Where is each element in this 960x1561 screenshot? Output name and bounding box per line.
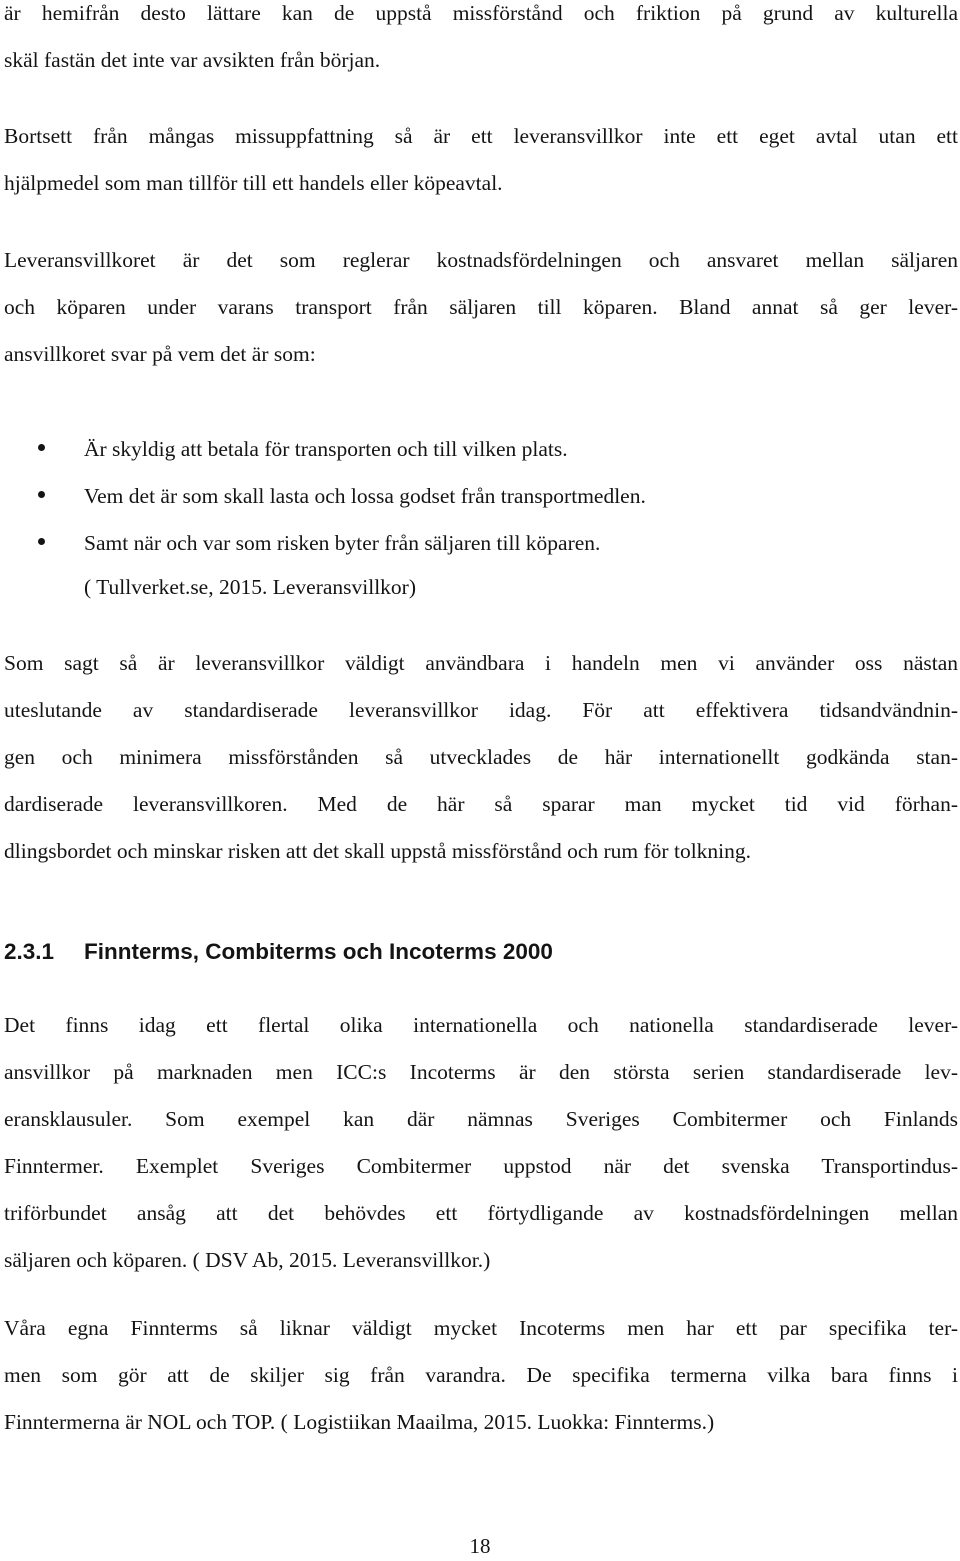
paragraph-line: Finntermer. Exemplet Sveriges Combitermer uppstod när det svenska Transportindus- [4,1154,958,1178]
list-item-text: Samt när och var som risken byter från säljaren till köparen. [84,531,601,555]
paragraph-line: Våra egna Finnterms så liknar väldigt mycket Incoterms men har ett par specifika ter- [4,1316,958,1340]
paragraph-line: dardiserade leveransvillkoren. Med de här så sparar man mycket tid vid förhan- [4,792,958,816]
paragraph [4,113,958,207]
paragraph-line: Bortsett från mångas missuppfattning så är ett leveransvillkor inte ett eget avtal utan ett [4,124,958,148]
paragraph-line: och köparen under varans transport från säljaren till köparen. Bland annat så ger lever- [4,295,958,319]
bullet-icon [38,491,45,498]
bullet-list [0,426,960,567]
paragraph [4,1002,958,1284]
paragraph-line: Som sagt så är leveransvillkor väldigt användbara i handeln men vi använder oss nästan [4,651,958,675]
paragraph-line: säljaren och köparen. ( DSV Ab, 2015. Leveransvillkor.) [4,1248,491,1272]
paragraph-line: hjälpmedel som man tillför till ett handels eller köpeavtal. [4,171,503,195]
paragraph-line: ansvillkor på marknaden men ICC:s Incoterms är den största serien standardiserade lev- [4,1060,958,1084]
page-number: 18 [469,1534,491,1558]
list-item [0,520,960,567]
section-number: 2.3.1 [4,939,55,964]
list-item-text: Är skyldig att betala för transporten och till vilken plats. [84,437,568,461]
paragraph-line: Det finns idag ett flertal olika internationella och nationella standardiserade lever- [4,1013,958,1037]
citation: ( Tullverket.se, 2015. Leveransvillkor) [84,575,417,599]
paragraph-line: men som gör att de skiljer sig från varandra. De specifika termerna vilka bara finns i [4,1363,958,1387]
paragraph-line: dlingsbordet och minskar risken att det skall uppstå missförstånd och rum för tolkning. [4,839,752,863]
section-title: Finnterms, Combiterms och Incoterms 2000 [84,939,553,964]
list-item-text: Vem det är som skall lasta och lossa godset från transportmedlen. [84,484,646,508]
paragraph-line: triförbundet ansåg att det behövdes ett förtydligande av kostnadsfördelningen mellan [4,1201,958,1225]
paragraph [4,0,958,84]
paragraph-line: ansvillkoret svar på vem det är som: [4,342,316,366]
bullet-icon [38,538,45,545]
paragraph [4,1305,958,1446]
paragraph-line: Leveransvillkoret är det som reglerar kostnadsfördelningen och ansvaret mellan säljaren [4,248,958,272]
bullet-icon [38,444,45,451]
list-item [0,473,960,520]
list-item [0,426,960,473]
paragraph-line: uteslutande av standardiserade leveransvillkor idag. För att effektivera tidsandvändnin- [4,698,958,722]
paragraph-line: gen och minimera missförstånden så utvecklades de här internationellt godkända stan- [4,745,958,769]
section-heading [4,928,553,975]
paragraph-line: Finntermerna är NOL och TOP. ( Logistiikan Maailma, 2015. Luokka: Finnterms.) [4,1410,715,1434]
paragraph-line: skäl fastän det inte var avsikten från början. [4,48,381,72]
paragraph-line: eransklausuler. Som exempel kan där nämnas Sveriges Combitermer och Finlands [4,1107,958,1131]
paragraph [4,640,958,875]
paragraph [4,237,958,378]
paragraph-line: är hemifrån desto lättare kan de uppstå missförstånd och friktion på grund av kulturella [4,1,958,25]
